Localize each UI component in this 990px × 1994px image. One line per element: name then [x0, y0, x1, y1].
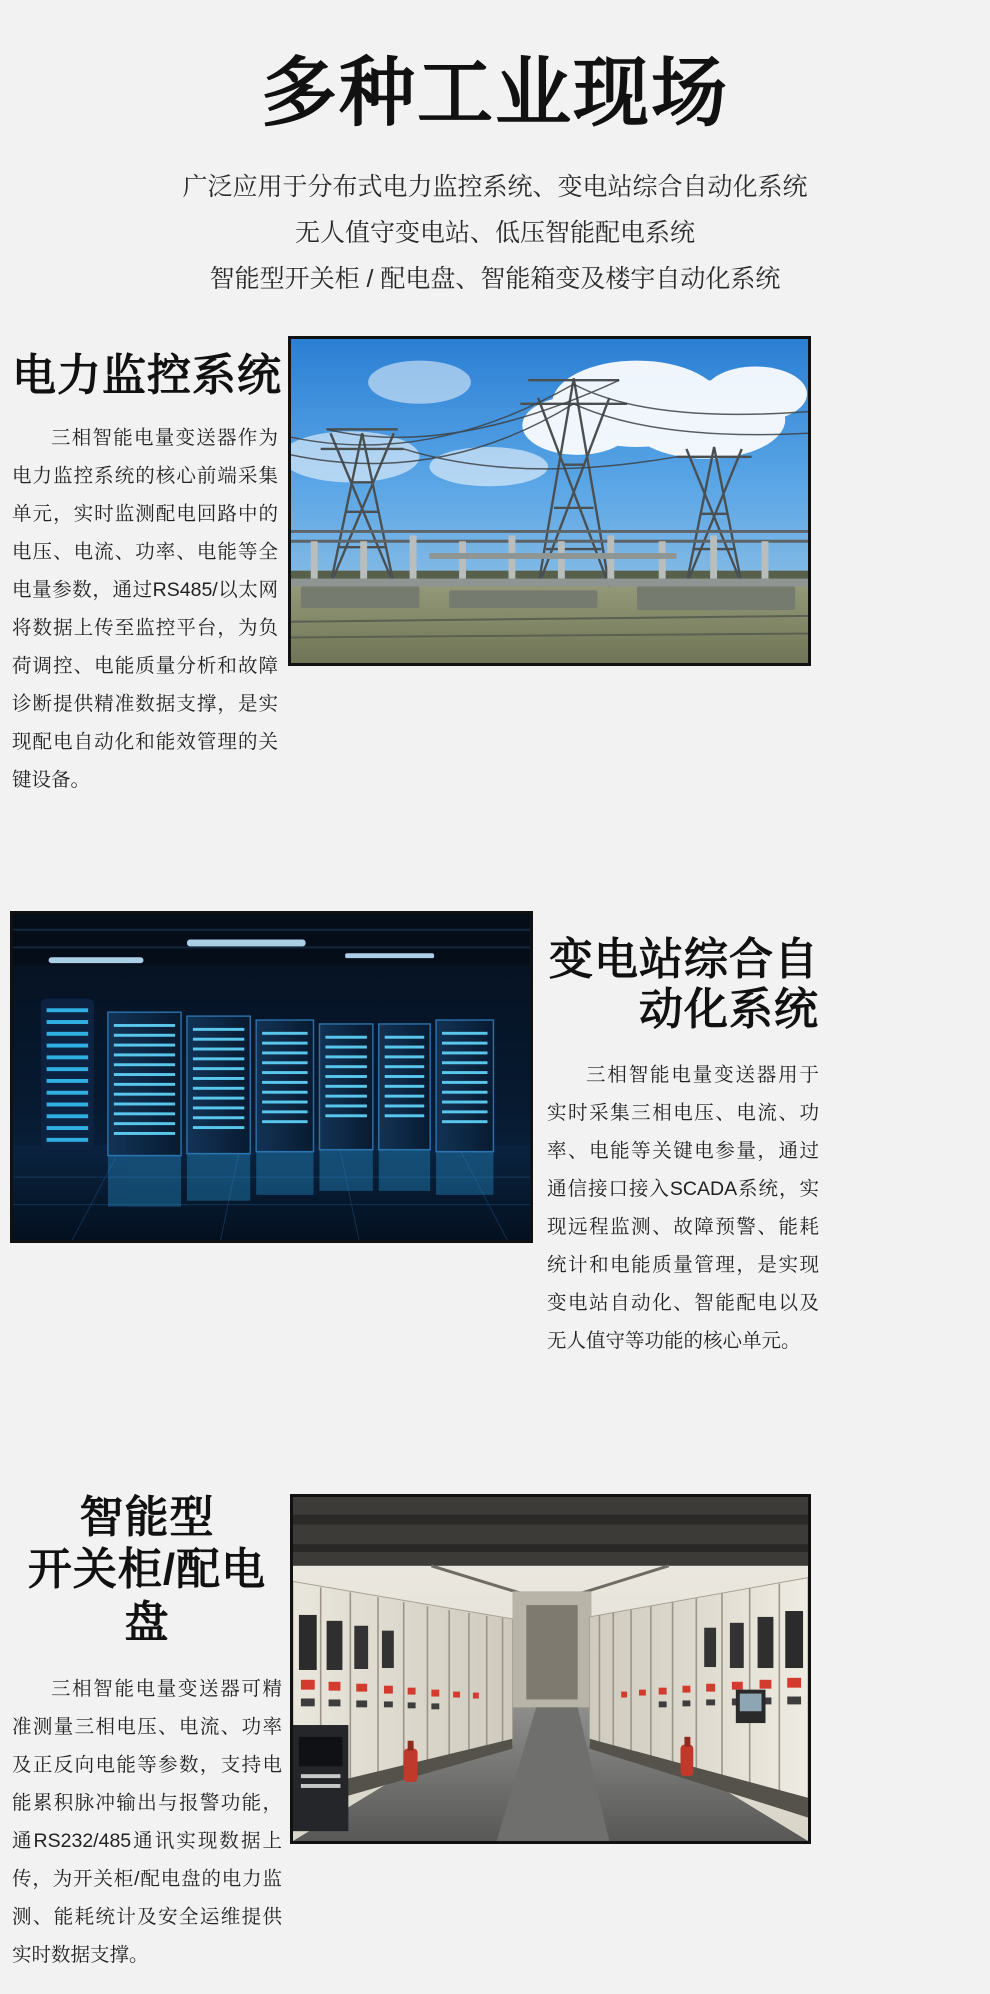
subtitle-line-1: 广泛应用于分布式电力监控系统、变电站综合自动化系统 [182, 172, 808, 201]
section-switchgear-heading [12, 1492, 282, 1650]
page-title: 多种工业现场 [261, 51, 729, 136]
section-switchgear-photo [290, 1494, 811, 1844]
section-power-photo [288, 336, 811, 666]
section-power-text [8, 329, 284, 819]
section-substation-text [547, 911, 827, 1380]
server-room-illustration-icon [13, 914, 530, 1240]
page-header [0, 0, 990, 303]
section-switchgear-text [8, 1458, 288, 1994]
section-power-monitoring [0, 329, 990, 819]
subtitle-line-3: 智能型开关柜 / 配电盘、智能箱变及楼宇自动化系统 [209, 265, 781, 294]
subtitle-line-2: 无人值守变电站、低压智能配电系统 [294, 219, 695, 248]
section-substation-heading: 变电站综合自动化系统 [549, 934, 819, 1035]
section-switchgear-heading-line1: 智能型 [79, 1492, 215, 1542]
section-power-heading: 电力监控系统 [12, 350, 282, 400]
section-substation-automation [0, 911, 990, 1380]
subtitle-block [85, 164, 905, 303]
switchgear-corridor-illustration-icon [293, 1497, 808, 1841]
section-switchgear-heading-line2: 开关柜/配电盘 [27, 1545, 267, 1648]
substation-illustration-icon [291, 339, 808, 663]
section-substation-body: 三相智能电量变送器用于实时采集三相电压、电流、功率、电能等关键电参量，通过通信接口接入SCADA系统，实现远程监测、故障预警、能耗统计和电能质量管理，是实现变电站自动化、智能配电以及无人值守等功能的核心单元。 [547, 1063, 819, 1353]
section-switchgear-body: 三相智能电量变送器可精准测量三相电压、电流、功率及正反向电能等参数，支持电能累积脉冲输出与报警功能，通RS232/485通讯实现数据上传，为开关柜/配电盘的电力监测、能耗统计及安全运维提供实时数据支撑。 [12, 1678, 282, 1967]
section-switchgear-panel [0, 1458, 990, 1994]
section-substation-photo [10, 911, 533, 1243]
section-power-body: 三相智能电量变送器作为电力监控系统的核心前端采集单元，实时监测配电回路中的电压、电流、功率、电能等全电量参数，通过RS485/以太网将数据上传至监控平台，为负荷调控、电能质量分析和故障诊断提供精准数据支撑，是实现配电自动化和能效管理的关键设备。 [12, 427, 278, 792]
